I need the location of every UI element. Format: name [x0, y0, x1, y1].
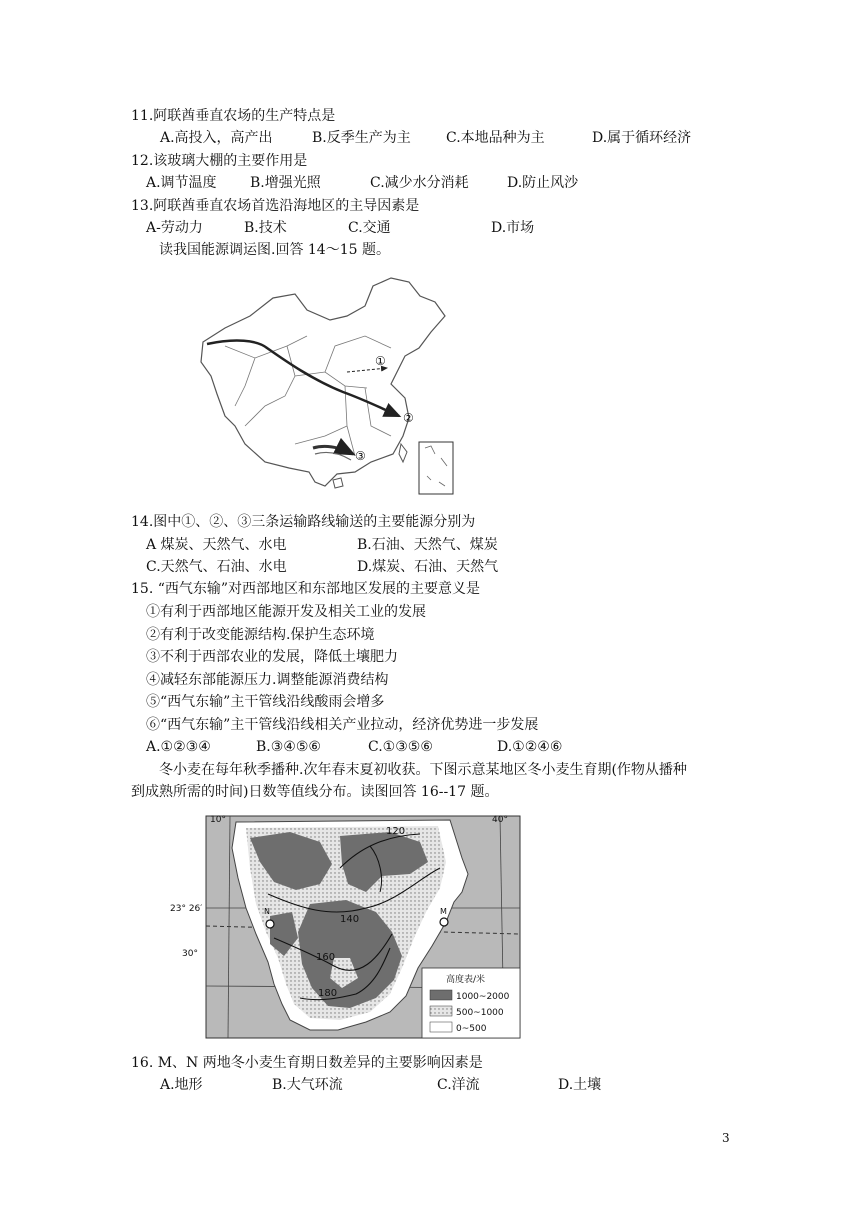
q15-option-d: D.①②④⑥ — [497, 739, 563, 755]
q14-option-b: B.石油、天然气、煤炭 — [357, 537, 498, 553]
q15-item-1: ①有利于西部地区能源开发及相关工业的发展 — [146, 604, 426, 620]
q15-stem: 15. “西气东输”对西部地区和东部地区发展的主要意义是 — [131, 581, 481, 597]
point-label-m: M — [440, 907, 447, 916]
legend-title: 高度表/米 — [446, 975, 486, 985]
taiwan-island — [399, 444, 407, 462]
lon-label-10: 10° — [210, 815, 226, 825]
q16-option-a: A.地形 — [160, 1077, 203, 1093]
contour-label-160: 160 — [316, 952, 336, 963]
lat-label-30: 30° — [182, 949, 198, 959]
intro-16-17-line2: 到成熟所需的时间)日数等值线分布。读图回答 16--17 题。 — [131, 784, 499, 800]
q15-item-3: ③不利于西部农业的发展，降低土壤肥力 — [146, 649, 398, 665]
route-label-1: ① — [375, 354, 386, 368]
point-label-n: N — [264, 907, 270, 916]
q11-option-d: D.属于循环经济 — [592, 130, 692, 146]
q12-option-a: A.调节温度 — [146, 175, 217, 191]
legend-item-1: 1000~2000 — [456, 992, 510, 1002]
q15-option-b: B.③④⑤⑥ — [256, 739, 321, 755]
contour-label-120: 120 — [386, 826, 406, 837]
page-number: 3 — [722, 1131, 730, 1145]
q15-item-4: ④减轻东部能源压力.调整能源消费结构 — [146, 672, 389, 688]
intro-16-17-line1: 冬小麦在每年秋季播种.次年春末夏初收获。下图示意某地区冬小麦生育期(作物从播种 — [159, 762, 687, 778]
q15-item-6: ⑥“西气东输”主干管线沿线相关产业拉动，经济优势进一步发展 — [146, 717, 539, 733]
contour-label-140: 140 — [340, 914, 360, 925]
legend-item-2: 500~1000 — [456, 1008, 504, 1018]
q12-stem: 12.该玻璃大棚的主要作用是 — [131, 153, 308, 169]
q16-stem: 16. M、N 两地冬小麦生育期日数差异的主要影响因素是 — [131, 1055, 483, 1071]
q13-option-c: C.交通 — [348, 220, 391, 236]
q12-option-d: D.防止风沙 — [507, 175, 579, 191]
q12-option-c: C.减少水分消耗 — [370, 175, 469, 191]
point-n — [266, 920, 274, 928]
q13-option-d: D.市场 — [491, 220, 535, 236]
q15-option-c: C.①③⑤⑥ — [368, 739, 433, 755]
winter-wheat-map — [170, 808, 530, 1046]
q14-option-a: A 煤炭、天然气、水电 — [146, 537, 287, 553]
q14-option-d: D.煤炭、石油、天然气 — [357, 559, 499, 575]
q11-option-c: C.本地品种为主 — [446, 130, 545, 146]
q16-option-b: B.大气环流 — [272, 1077, 343, 1093]
q11-option-b: B.反季生产为主 — [312, 130, 411, 146]
q13-option-a: A-劳动力 — [146, 220, 203, 236]
china-energy-map — [195, 276, 455, 496]
q14-stem: 14.图中①、②、③三条运输路线输送的主要能源分别为 — [131, 514, 476, 530]
q11-option-a: A.高投入，高产出 — [160, 130, 273, 146]
q13-option-b: B.技术 — [244, 220, 287, 236]
route-label-3: ③ — [355, 449, 366, 463]
map-legend — [422, 968, 520, 1038]
q16-option-c: C.洋流 — [437, 1077, 480, 1093]
q13-stem: 13.阿联酋垂直农场首选沿海地区的主导因素是 — [131, 198, 420, 214]
q12-option-b: B.增强光照 — [250, 175, 321, 191]
hainan-island — [333, 478, 343, 488]
south-china-sea-inset — [419, 442, 453, 494]
legend-item-3: 0~500 — [456, 1024, 487, 1034]
point-m — [440, 918, 448, 926]
intro-14-15: 读我国能源调运图.回答 14～15 题。 — [159, 242, 390, 258]
q15-option-a: A.①②③④ — [146, 739, 211, 755]
q16-option-d: D.土壤 — [558, 1077, 602, 1093]
q15-item-2: ②有利于改变能源结构.保护生态环境 — [146, 627, 375, 643]
q15-item-5: ⑤“西气东输”主干管线沿线酸雨会增多 — [146, 694, 385, 710]
lon-label-40: 40° — [492, 815, 508, 825]
route-label-2: ② — [403, 411, 414, 425]
q14-option-c: C.天然气、石油、水电 — [146, 559, 287, 575]
q11-stem: 11.阿联酋垂直农场的生产特点是 — [131, 108, 336, 124]
lat-label-23: 23° 26′ — [170, 904, 203, 914]
contour-label-180: 180 — [318, 988, 338, 999]
